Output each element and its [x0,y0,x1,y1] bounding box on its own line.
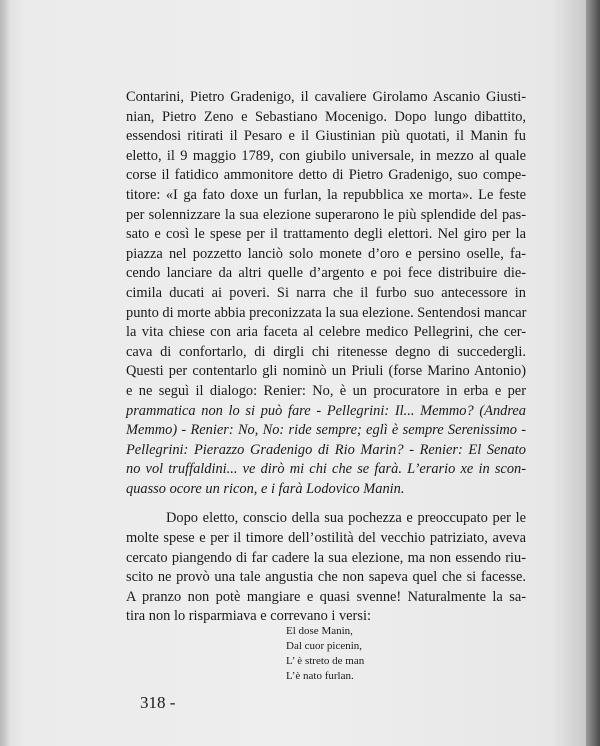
verse-line: L’è nato furlan. [286,670,354,682]
verse-line: El dose Manin, [286,625,353,637]
verse-line: Dal cuor picenin, [286,640,363,652]
page-gutter-shadow [0,0,10,746]
text-line: tira non lo risparmiava e correvano i versi: [126,608,371,625]
text-line: nian, Pietro Zeno e Sebastiano Mocenigo. Dopo lungo dibattito, [126,108,526,125]
text-line: eletto, il 9 maggio 1789, con giubilo universale, in mezzo al quale [126,147,526,164]
text-line: punto di morte abbia preconizzata la sua elezione. Sentendosi mancar [126,304,527,321]
page-edge [586,0,600,746]
text-line: cimila ducati ai poveri. Si narra che il furbo suo antecessore in [126,284,526,301]
paragraph-1 [126,88,526,499]
text-line: Pellegrini: Pierazzo Gradenigo di Rio Marin? - Renier: El Senato [126,441,526,458]
text-line: titore: «I ga fato doxe un furlan, la repubblica xe morta». Le feste [126,186,526,203]
text-line: cava di confortarlo, di dirgli chi ritenesse degno di succedergli. [126,343,526,360]
text-line: prammatica non lo si può fare - Pellegrini: Il... Memmo? (Andrea [126,402,526,419]
text-line: sato e così le spese per il trattamento degli elettori. Nel giro per la [126,226,526,243]
text-line: piazza nel pozzetto lanciò solo monete d’oro e persino oselle, fa- [126,245,526,262]
text-line: essendosi ritirati il Pesaro e il Giustinian più quotati, il Manin fu [126,128,526,145]
paragraph-2 [126,509,526,627]
text-line: Dopo eletto, conscio della sua pochezza e preoccupato per le [166,510,526,527]
text-line: scito ne provò una tale angustia che non sapeva quel che si facesse. [126,569,526,586]
text-line: Memmo) - Renier: No, No: ride sempre; eglì è sempre Serenissimo - [126,422,526,439]
text-line: e ne seguì il dialogo: Renier: No, è un procuratore in erba e per [126,382,526,399]
text-line: cercato piangendo di far cadere la sua elezione, ma non essendo riu- [126,549,526,566]
verse-block [286,624,364,684]
body-text [126,88,526,627]
text-line: per solennizzare la sua elezione superarono le più splendide del pas- [126,206,526,223]
text-line: quasso ocore un ricon, e i farà Lodovico Manin. [126,480,405,497]
text-line: corse il fatidico ammonitore detto di Pietro Gradenigo, suo compe- [126,167,526,184]
text-line: cendo lanciare da altri quelle d’argento e poi fece distribuire die- [126,265,526,282]
text-line: molte spese e per il timore dell’ostilità del vecchio patriziato, aveva [126,530,526,547]
text-line: la vita chiese con aria faceta al celebre medico Pellegrini, che cer- [126,324,526,341]
text-line: A pranzo non potè mangiare e quasi svenne! Naturalmente la sa- [126,588,526,605]
text-line: Contarini, Pietro Gradenigo, il cavaliere Girolamo Ascanio Giusti- [126,89,526,105]
text-line: no vol truffaldini... ve dirò mi chi che se farà. L’erario xe in scon- [126,461,526,478]
text-line: Questi per contentarlo gli nominò un Priuli (forse Marino Antonio) [126,363,526,380]
verse-line: L’ è streto de man [286,655,365,667]
page-number: 318 - [140,693,176,712]
